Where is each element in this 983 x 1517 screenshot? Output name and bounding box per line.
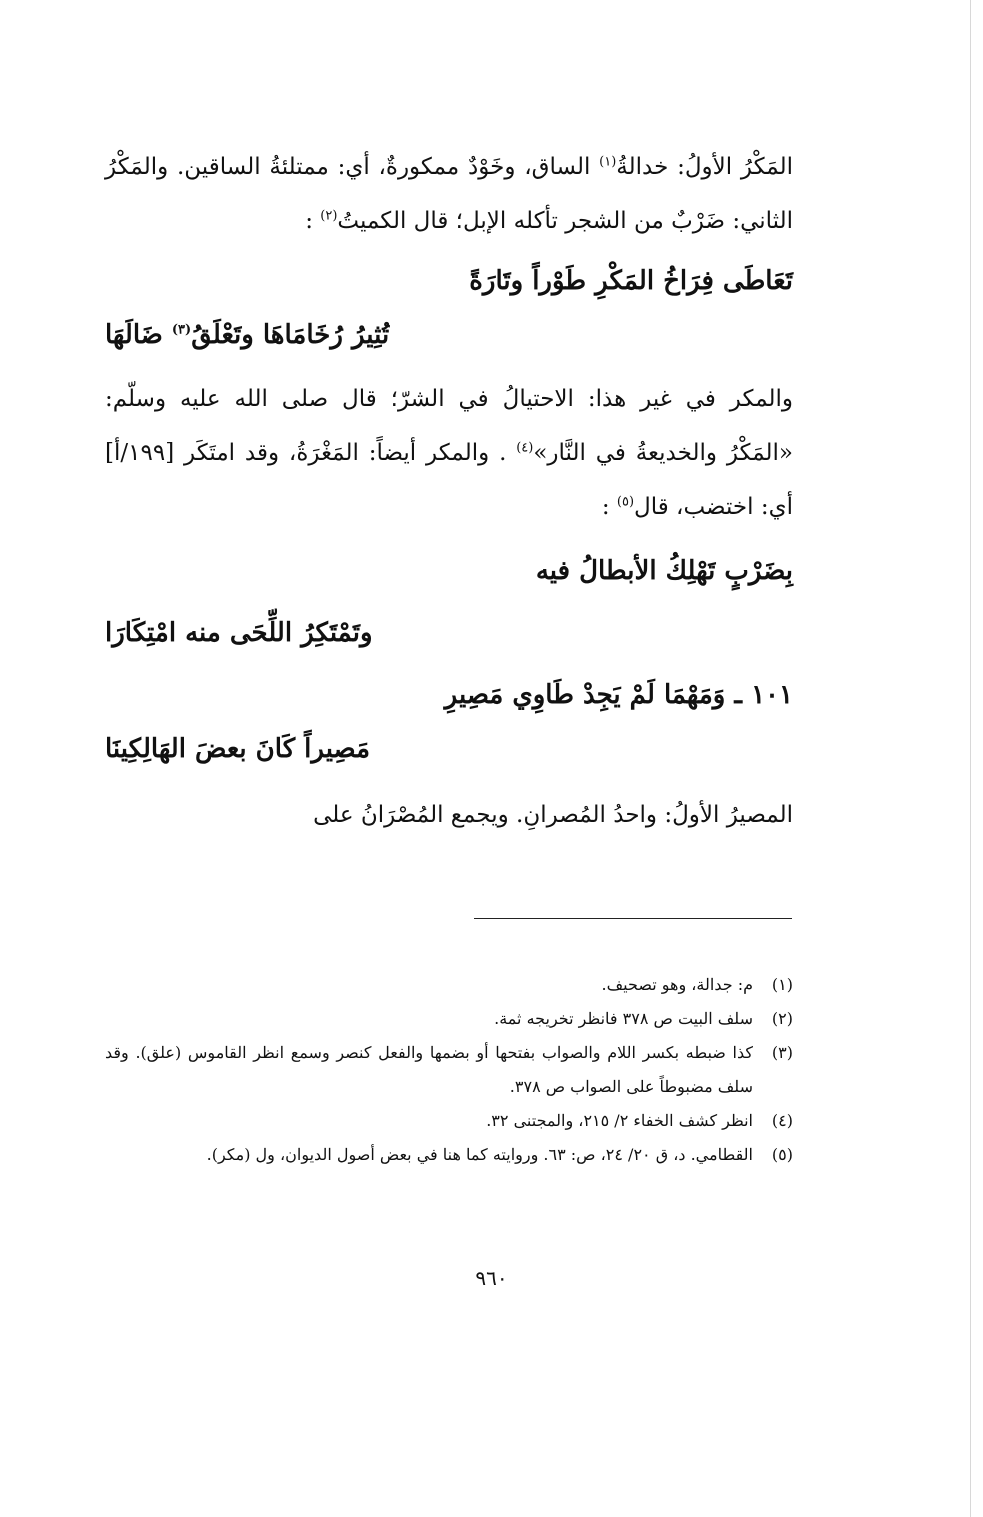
paragraph-2-text-c: :	[601, 494, 617, 520]
verse-3-hemistich-1: ١٠١ ـ وَمَهْمَا لَمْ يَجِدْ طَاوِي مَصِيرِ	[444, 680, 793, 710]
footnote-3-number: (٣)	[771, 1043, 793, 1062]
footnote-1	[105, 968, 793, 1002]
footnotes	[105, 968, 793, 1172]
paragraph-1-text-c: :	[305, 208, 321, 234]
verse-1-hemistich-1: تَعَاطَى فِرَاخُ المَكْرِ طَوْراً وتَارَةً	[469, 266, 793, 296]
footnote-5	[105, 1138, 793, 1172]
footnote-4-number: (٤)	[771, 1111, 793, 1130]
paragraph-3: المصيرُ الأولُ: واحدُ المُصرانِ. ويجمع المُصْرَانُ على	[313, 802, 793, 828]
verse-1-hemistich-2	[105, 308, 793, 362]
footnote-2-text: سلف البيت ص ٣٧٨ فانظر تخريجه ثمة.	[494, 1009, 753, 1028]
footnote-1-text: م: جدالة، وهو تصحيف.	[601, 975, 753, 994]
footnote-4-text: انظر كشف الخفاء ٢/ ٢١٥، والمجتنى ٣٢.	[486, 1111, 753, 1130]
footnote-2-number: (٢)	[771, 1009, 793, 1028]
footnote-3-text: كذا ضبطه بكسر اللام والصواب بفتحها أو بضمها والفعل كنصر وسمع انظر القاموس (علق). وقد سلف مضبوطاً على الصواب ص ٣٧٨.	[105, 1043, 753, 1096]
footnote-ref-4[interactable]: (٤)	[516, 440, 534, 456]
footnote-3	[105, 1036, 793, 1104]
footnote-ref-3[interactable]: (٣)	[171, 322, 192, 338]
paragraph-2-text-b: . والمكر أيضاً: المَغْرَةُ، وقد امتَكَر [١٩٩/أ] أي: اختضب، قال	[105, 440, 793, 520]
paragraph-2-text-a: والمكر في غير هذا: الاحتيالُ في الشرّ؛ قال صلى الله عليه وسلّم: «المَكْرُ والخديعةُ في النَّار»	[105, 386, 793, 466]
verse-1-hemistich-2-text-a: تُثِيرُ رُخَامَاهَا وتَعْلَقُ	[191, 320, 390, 350]
footnote-4	[105, 1104, 793, 1138]
footnote-ref-5[interactable]: (٥)	[616, 494, 635, 510]
paragraph-1	[105, 140, 793, 248]
footnote-ref-1[interactable]: (١)	[599, 154, 617, 170]
footnote-5-text: القطامي. د، ق ٢٠/ ٢٤، ص: ٦٣. وروايته كما هنا في بعض أصول الديوان، ول (مكر).	[206, 1145, 753, 1164]
paragraph-2	[105, 372, 793, 534]
paragraph-1-text-a: المَكْرُ الأولُ: خدالةُ	[616, 154, 793, 180]
verse-2-hemistich-2: وتَمْتَكِرُ اللِّحَى منه امْتِكَارَا	[105, 618, 373, 648]
page-number: ٩٦٠	[475, 1266, 508, 1290]
footnote-2	[105, 1002, 793, 1036]
footnote-5-number: (٥)	[771, 1145, 793, 1164]
footnote-separator	[474, 918, 792, 919]
verse-2-hemistich-1: بِضَرْبٍ تَهْلِكُ الأبطالُ فيه	[535, 556, 793, 586]
main-text	[105, 140, 793, 842]
paragraph-1-text-b: الساق، وخَوْدٌ ممكورةٌ، أي: ممتلئةُ الساقين. والمَكْرُ الثاني: ضَرْبٌ من الشجر تأكله الإبل؛ قال الكميتُ	[105, 154, 793, 234]
verse-1-hemistich-2-text-b: ضَالَهَا	[105, 320, 172, 350]
footnote-ref-2[interactable]: (٢)	[320, 208, 338, 224]
verse-3-hemistich-2: مَصِيراً كَانَ بعضَ الهَالِكِينَا	[105, 734, 371, 764]
footnote-1-number: (١)	[771, 975, 793, 994]
